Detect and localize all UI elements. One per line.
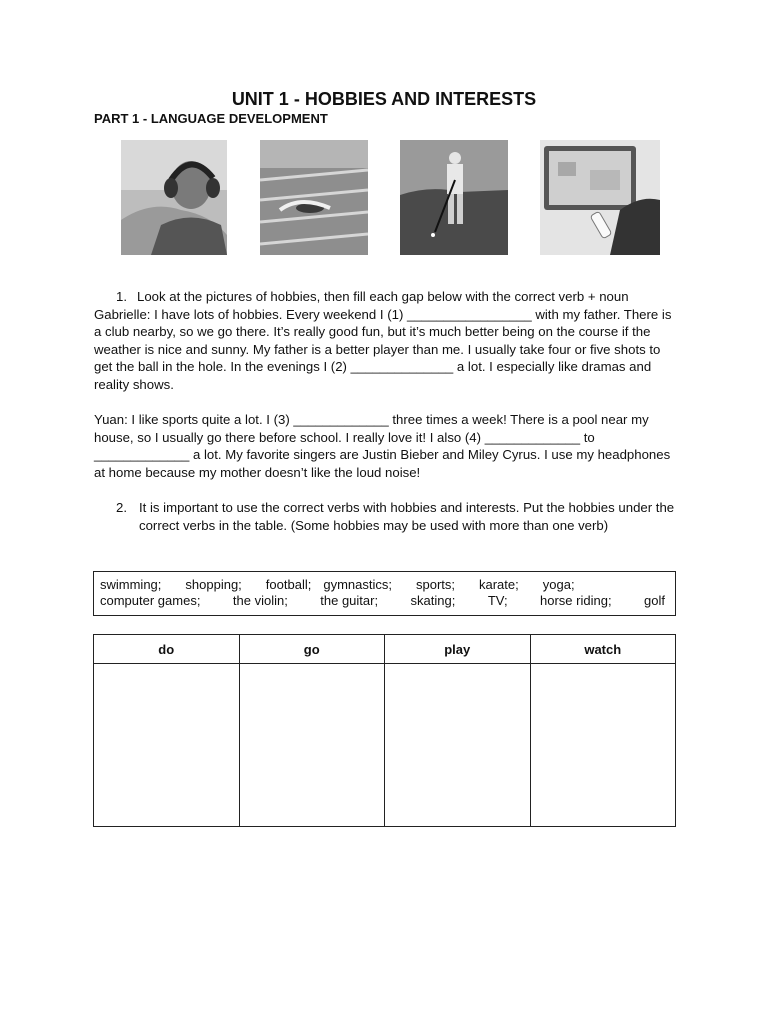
word-item: skating; — [410, 593, 456, 608]
exercise-2-number: 2. — [116, 500, 127, 515]
word-item: swimming; — [100, 577, 162, 592]
exercise-1-instruction: Look at the pictures of hobbies, then fill each gap below with the correct verb + noun — [137, 289, 629, 304]
gabrielle-paragraph: Gabrielle: I have lots of hobbies. Every weekend I (1) _________________ with my father. There is a club nearby, so we go there. It’s really good fun, but it’s much better being on the course if the weather is nice and sunny. My father is a better player than me. I usually take four or five shots to get the ball in the hole. In the evenings I (2) ______________ a lot. I especially like dramas and reality shows. — [94, 306, 672, 392]
yuan-paragraph: Yuan: I like sports quite a lot. I (3) _____________ three times a week! There is a pool near my house, so I usually go there before school. I really love it! I also (4) _____________ to _____________ a lot. My favorite singers are Justin Bieber and Miley Cyrus. I use my headphones at home because my mother doesn’t like the loud noise! — [94, 412, 671, 480]
exercise-1 — [94, 288, 672, 393]
answer-cell-go[interactable] — [239, 664, 385, 827]
page-title: UNIT 1 - HOBBIES AND INTERESTS — [231, 89, 537, 109]
column-header-do: do — [94, 635, 240, 664]
headphones-man-photo — [121, 140, 227, 255]
word-item: horse riding; — [540, 593, 612, 608]
word-item: karate; — [479, 577, 519, 592]
answer-cell-play[interactable] — [385, 664, 531, 827]
answer-cell-watch[interactable] — [530, 664, 676, 827]
verb-table — [93, 634, 676, 827]
word-item: yoga; — [542, 577, 575, 592]
column-header-watch: watch — [530, 635, 676, 664]
word-item: the violin; — [232, 593, 288, 608]
swimmer-photo — [260, 140, 368, 255]
exercise-2 — [116, 499, 676, 534]
golfer-photo — [400, 140, 508, 255]
column-header-go: go — [239, 635, 385, 664]
word-item: computer games; — [100, 593, 201, 608]
word-box-line-2 — [100, 593, 665, 609]
word-item: the guitar; — [320, 593, 379, 608]
word-item: football; — [265, 577, 312, 592]
word-item: golf — [644, 593, 665, 608]
word-box-line-1 — [100, 577, 665, 593]
word-box — [93, 571, 676, 616]
tv-remote-photo — [540, 140, 660, 255]
exercise-1-number: 1. — [116, 289, 127, 304]
table-header-row — [94, 635, 676, 664]
column-header-play: play — [385, 635, 531, 664]
answer-cell-do[interactable] — [94, 664, 240, 827]
word-item: sports; — [415, 577, 455, 592]
section-heading: PART 1 - LANGUAGE DEVELOPMENT — [94, 111, 328, 126]
word-item: gymnastics; — [323, 577, 392, 592]
word-item: shopping; — [185, 577, 242, 592]
exercise-2-instruction: It is important to use the correct verbs with hobbies and interests. Put the hobbies under the correct verbs in the table. (Some hobbies may be used with more than one verb) — [139, 500, 675, 533]
table-answer-row — [94, 664, 676, 827]
word-item: TV; — [487, 593, 508, 608]
